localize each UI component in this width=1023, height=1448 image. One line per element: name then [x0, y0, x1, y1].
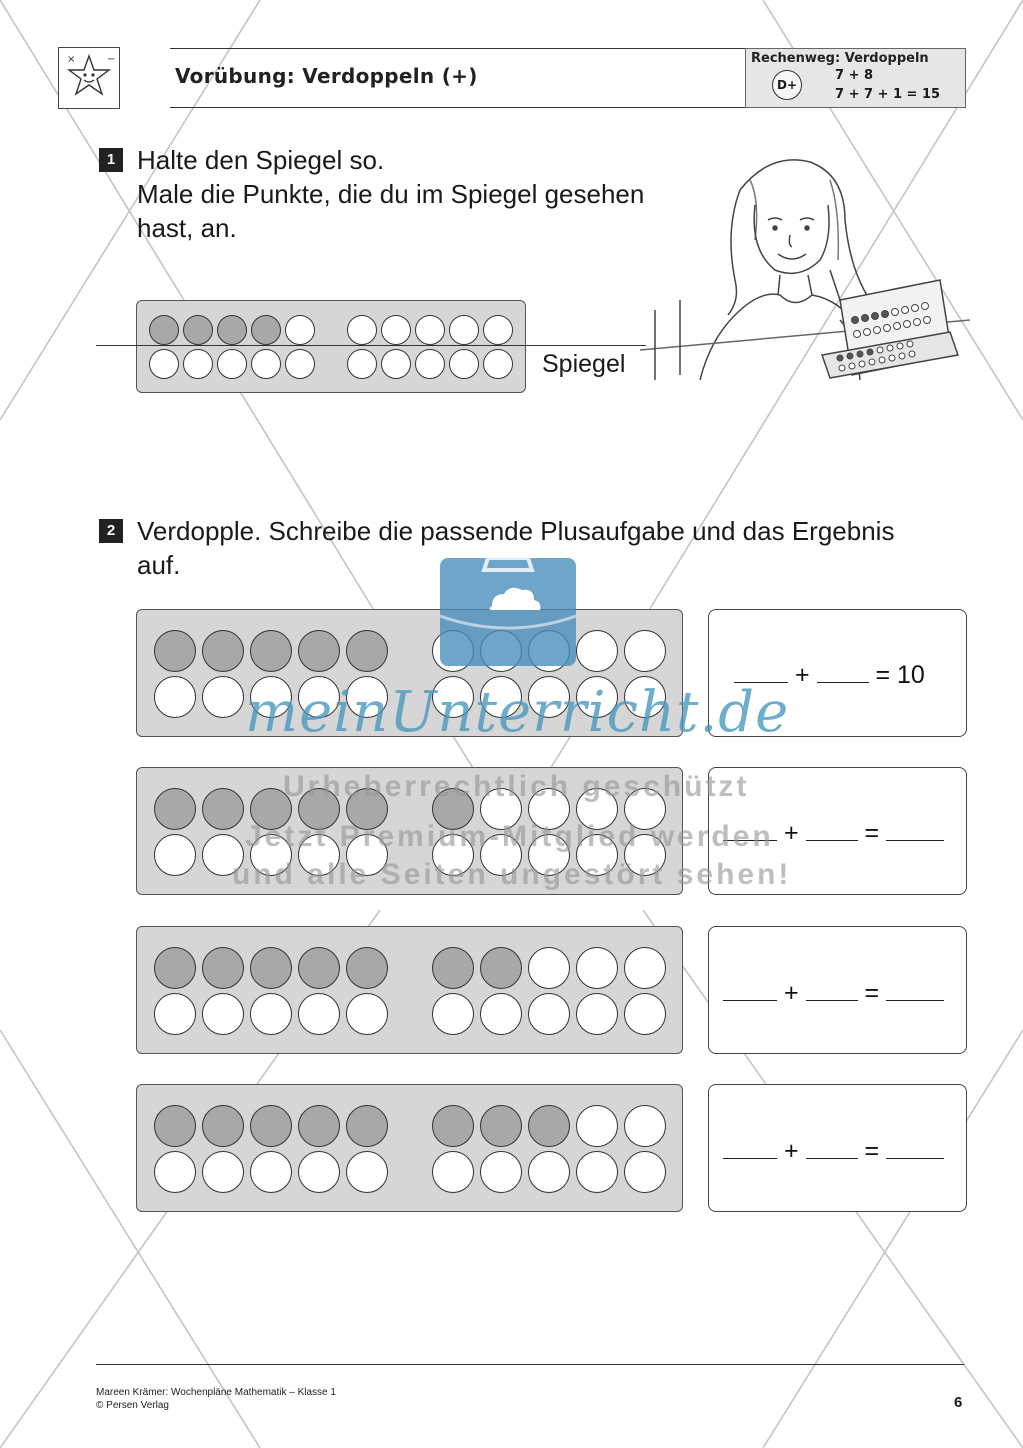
empty-ball[interactable]: [202, 993, 244, 1035]
empty-ball[interactable]: [480, 1151, 522, 1193]
empty-ball[interactable]: [483, 349, 513, 379]
empty-ball[interactable]: [250, 993, 292, 1035]
method-symbol: D+: [772, 70, 802, 100]
empty-ball[interactable]: [576, 947, 618, 989]
empty-ball[interactable]: [624, 630, 666, 672]
task-number-2: 2: [99, 519, 123, 543]
addend-blank[interactable]: [723, 978, 777, 1001]
empty-ball[interactable]: [432, 993, 474, 1035]
mirror-label: Spiegel: [542, 350, 626, 378]
task2-line-2: auf.: [137, 550, 181, 580]
filled-ball[interactable]: [202, 788, 244, 830]
filled-ball[interactable]: [217, 315, 247, 345]
result-value: 10: [897, 661, 925, 689]
method-example-task: 7 + 8: [835, 68, 874, 83]
schoolbag-watermark-icon: [440, 558, 576, 666]
empty-ball[interactable]: [346, 1151, 388, 1193]
girl-with-mirror-illustration: [640, 150, 970, 390]
method-title: Rechenweg: Verdoppeln: [751, 51, 929, 66]
mirror-rack: [136, 300, 526, 393]
result-blank[interactable]: [886, 1136, 944, 1159]
filled-ball[interactable]: [149, 315, 179, 345]
filled-ball[interactable]: [154, 947, 196, 989]
page-number: 6: [954, 1394, 963, 1411]
empty-ball[interactable]: [202, 1151, 244, 1193]
star-mascot-icon: [59, 48, 119, 108]
watermark-line-3: und alle Seiten ungestört sehen!: [232, 858, 792, 891]
equation-4: [723, 1136, 944, 1166]
watermark-line-1: Urheberrechtlich geschützt: [283, 770, 750, 803]
empty-ball[interactable]: [149, 349, 179, 379]
filled-ball[interactable]: [251, 315, 281, 345]
filled-ball[interactable]: [250, 1105, 292, 1147]
empty-ball[interactable]: [528, 947, 570, 989]
logo: [58, 47, 120, 109]
empty-ball[interactable]: [251, 349, 281, 379]
plus-sign: +: [794, 661, 810, 689]
double-rack-3: [136, 926, 683, 1054]
footer-publisher: © Persen Verlag: [96, 1400, 169, 1411]
plus-sign: +: [783, 979, 799, 1007]
empty-ball[interactable]: [432, 1151, 474, 1193]
plus-sign: +: [783, 819, 799, 847]
double-rack-4: [136, 1084, 683, 1212]
task2-line-1: Verdopple. Schreibe die passende Plusaufgabe und das Ergebnis: [137, 516, 895, 546]
empty-ball[interactable]: [381, 349, 411, 379]
page-title: Vorübung: Verdoppeln (+): [175, 64, 478, 88]
task1-instructions: [137, 143, 644, 245]
empty-ball[interactable]: [449, 349, 479, 379]
empty-ball[interactable]: [576, 993, 618, 1035]
empty-ball[interactable]: [528, 1151, 570, 1193]
filled-ball[interactable]: [298, 630, 340, 672]
empty-ball[interactable]: [381, 315, 411, 345]
empty-ball[interactable]: [347, 349, 377, 379]
task1-line-1: Halte den Spiegel so.: [137, 145, 385, 175]
equals-sign: =: [864, 1137, 880, 1165]
filled-ball[interactable]: [432, 1105, 474, 1147]
empty-ball[interactable]: [576, 630, 618, 672]
filled-ball[interactable]: [298, 1105, 340, 1147]
empty-ball[interactable]: [624, 993, 666, 1035]
task-number-1: 1: [99, 148, 123, 172]
empty-ball[interactable]: [250, 1151, 292, 1193]
empty-ball[interactable]: [298, 993, 340, 1035]
equation-3: [723, 978, 944, 1008]
filled-ball[interactable]: [202, 947, 244, 989]
empty-ball[interactable]: [528, 993, 570, 1035]
filled-ball[interactable]: [183, 315, 213, 345]
addend-blank[interactable]: [723, 1136, 777, 1159]
empty-ball[interactable]: [202, 676, 244, 718]
empty-ball[interactable]: [346, 993, 388, 1035]
empty-ball[interactable]: [347, 315, 377, 345]
empty-ball[interactable]: [154, 834, 196, 876]
filled-ball[interactable]: [480, 947, 522, 989]
empty-ball[interactable]: [576, 1105, 618, 1147]
empty-ball[interactable]: [154, 676, 196, 718]
svg-text:×: ×: [67, 54, 76, 65]
filled-ball[interactable]: [202, 1105, 244, 1147]
filled-ball[interactable]: [202, 630, 244, 672]
equals-sign: =: [875, 661, 891, 689]
empty-ball[interactable]: [624, 1151, 666, 1193]
empty-ball[interactable]: [415, 349, 445, 379]
watermark-line-2: Jetzt Premium-Mitglied werden: [245, 820, 774, 853]
empty-ball[interactable]: [480, 993, 522, 1035]
empty-ball[interactable]: [285, 349, 315, 379]
task1-line-2: Male die Punkte, die du im Spiegel gesehen: [137, 179, 645, 209]
watermark-brand: meinUnterricht.de: [245, 680, 790, 745]
empty-ball[interactable]: [624, 947, 666, 989]
filled-ball[interactable]: [528, 1105, 570, 1147]
empty-ball[interactable]: [483, 315, 513, 345]
filled-ball[interactable]: [480, 1105, 522, 1147]
addend-blank[interactable]: [817, 660, 869, 683]
empty-ball[interactable]: [624, 1105, 666, 1147]
filled-ball[interactable]: [346, 947, 388, 989]
empty-ball[interactable]: [154, 1151, 196, 1193]
plus-sign: +: [783, 1137, 799, 1165]
task1-line-3: hast, an.: [137, 213, 237, 243]
filled-ball[interactable]: [154, 788, 196, 830]
svg-text:−: −: [107, 54, 116, 65]
filled-ball[interactable]: [346, 630, 388, 672]
empty-ball[interactable]: [154, 993, 196, 1035]
equals-sign: =: [864, 979, 880, 1007]
empty-ball[interactable]: [576, 1151, 618, 1193]
equals-sign: =: [864, 819, 880, 847]
filled-ball[interactable]: [432, 947, 474, 989]
filled-ball[interactable]: [250, 947, 292, 989]
footer-credit: Mareen Krämer: Wochenpläne Mathematik – Klasse 1: [96, 1387, 336, 1398]
filled-ball[interactable]: [154, 630, 196, 672]
footer-divider: [96, 1364, 964, 1365]
empty-ball[interactable]: [449, 315, 479, 345]
filled-ball[interactable]: [298, 947, 340, 989]
filled-ball[interactable]: [154, 1105, 196, 1147]
result-blank[interactable]: [886, 978, 944, 1001]
mirror-line: [96, 345, 646, 346]
empty-ball[interactable]: [298, 1151, 340, 1193]
method-example-solution: 7 + 7 + 1 = 15: [835, 87, 941, 102]
empty-ball[interactable]: [183, 349, 213, 379]
addend-blank[interactable]: [806, 818, 858, 841]
empty-ball[interactable]: [285, 315, 315, 345]
empty-ball[interactable]: [415, 315, 445, 345]
filled-ball[interactable]: [250, 630, 292, 672]
result-blank[interactable]: [886, 818, 944, 841]
addend-blank[interactable]: [806, 978, 858, 1001]
filled-ball[interactable]: [346, 1105, 388, 1147]
addend-blank[interactable]: [806, 1136, 858, 1159]
empty-ball[interactable]: [217, 349, 247, 379]
